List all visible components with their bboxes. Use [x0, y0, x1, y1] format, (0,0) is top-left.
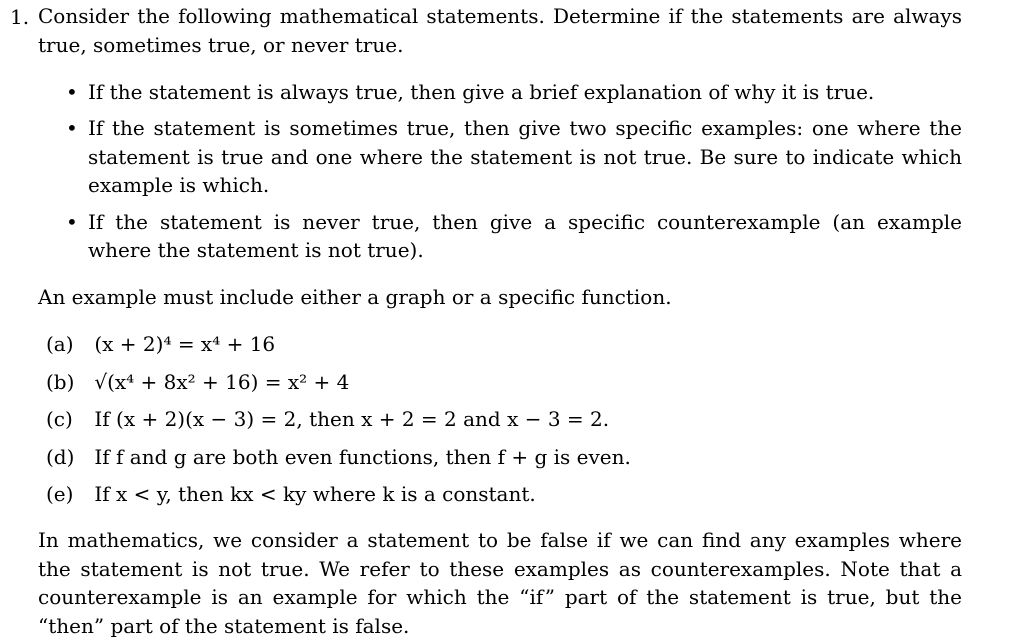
item-text: If (x + 2)(x − 3) = 2, then x + 2 = 2 and x − 3 = 2.	[94, 407, 610, 431]
item-label: (c)	[46, 407, 73, 431]
problem-number: 1.	[10, 5, 30, 29]
item-label: (d)	[46, 444, 75, 469]
statement-d	[46, 443, 631, 481]
item-text: (x + 2)⁴ = x⁴ + 16	[94, 332, 276, 356]
bullet-icon: •	[66, 80, 78, 104]
instruction-list	[60, 78, 962, 272]
statement-e	[46, 480, 631, 518]
item-label: (b)	[46, 369, 75, 394]
statement-c	[46, 405, 631, 443]
statement-list	[46, 330, 631, 518]
item-label: (a)	[46, 332, 74, 356]
instruction-never-true: • If the statement is never true, then give a specific counterexample (an example where the statement is not true).	[66, 209, 962, 263]
item-label: (e)	[46, 482, 74, 506]
item-text: √(x⁴ + 8x² + 16) = x² + 4	[94, 369, 350, 394]
problem-intro: Consider the following mathematical statements. Determine if the statements are always true, sometimes true, or never true.	[38, 4, 962, 57]
instruction-always-true: • If the statement is always true, then give a brief explanation of why it is true.	[60, 78, 962, 106]
bullet-icon: •	[66, 209, 78, 234]
statement-b	[46, 368, 631, 406]
closing-paragraph: In mathematics, we consider a statement to be false if we can find any examples where the statement is not true. We refer to these examples as counterexamples. Note that a counterexample is an example for which the “if” part of the statement is true, but the “then” part of the statement is false.	[38, 528, 962, 638]
item-text: If x < y, then kx < ky where k is a constant.	[94, 482, 536, 506]
example-note: An example must include either a graph or a specific function.	[38, 285, 672, 309]
instruction-sometimes-true: • If the statement is sometimes true, then give two specific examples: one where the statement is true and one where the statement is not true. Be sure to indicate which example is which.	[66, 116, 962, 198]
bullet-icon: •	[66, 116, 78, 141]
statement-a	[46, 330, 631, 368]
item-text: If f and g are both even functions, then f + g is even.	[94, 444, 631, 469]
